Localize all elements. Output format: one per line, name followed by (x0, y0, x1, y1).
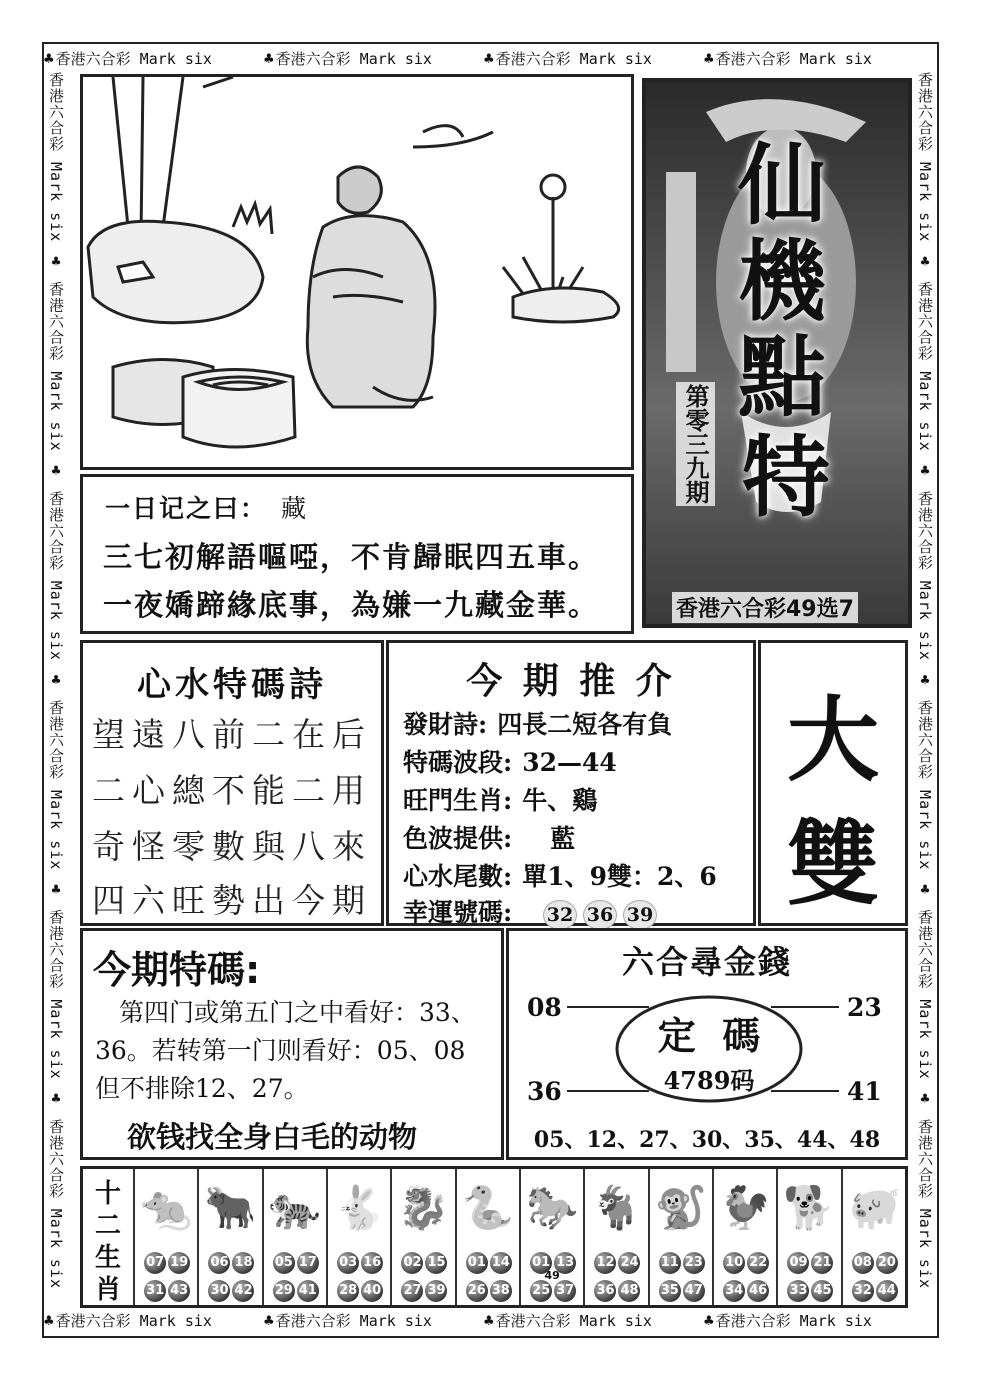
zodiac-number: 14 (490, 1252, 512, 1274)
border-tile: 香港六合彩 Mark six (47, 72, 65, 243)
recommend-title: 今 期 推 介 (466, 661, 676, 702)
goat-icon: 🐐 (590, 1183, 643, 1232)
lucky-label: 幸運號碼: (403, 898, 513, 927)
zodiac-number: 35 (659, 1280, 681, 1302)
zodiac-cell (135, 1169, 199, 1305)
zodiac-number: 37 (554, 1280, 576, 1302)
riddle-header-prefix: 一日记之曰 (105, 494, 241, 523)
zodiac-number: 06 (208, 1252, 230, 1274)
zodiac-number: 36 (594, 1280, 616, 1302)
lucky-number: 36 (583, 900, 617, 930)
scholar-illustration (83, 77, 631, 467)
poem-line: 奇怪零數與八來 (92, 827, 372, 866)
zodiac-number: 28 (337, 1280, 359, 1302)
zodiac-number: 02 (401, 1252, 423, 1274)
special-text: 36。若转第一门则看好：05、08 (95, 1036, 466, 1065)
zodiac-panel (80, 1166, 908, 1308)
zodiac-number-row (778, 1279, 842, 1302)
zodiac-number-row (650, 1279, 714, 1302)
zodiac-number: 22 (747, 1252, 769, 1274)
lucky-row (403, 893, 663, 930)
zodiac-number-row (585, 1251, 649, 1274)
zodiac-number: 01 (466, 1252, 488, 1274)
zodiac-number: 16 (361, 1252, 383, 1274)
gold-title: 六合尋金錢 (621, 943, 792, 981)
recommend-value: 藍 (550, 824, 576, 853)
zodiac-number: 13 (554, 1252, 576, 1274)
illustration-panel (80, 74, 634, 470)
zodiac-cell (585, 1169, 649, 1305)
zodiac-number: 32 (852, 1280, 874, 1302)
zodiac-number-row (585, 1279, 649, 1302)
border-tile: 香港六合彩 Mark six (47, 700, 65, 871)
zodiac-cells (135, 1169, 907, 1305)
zodiac-number: 47 (683, 1280, 705, 1302)
gold-number: 08 (527, 993, 562, 1022)
zodiac-number: 23 (683, 1252, 705, 1274)
gold-number: 41 (847, 1077, 882, 1106)
zodiac-number-row (714, 1279, 778, 1302)
zodiac-number: 05 (273, 1252, 295, 1274)
issue-number: 第零三九期 (676, 382, 715, 506)
zodiac-cell (650, 1169, 714, 1305)
zodiac-number: 03 (337, 1252, 359, 1274)
clover-icon: ♣ (704, 49, 714, 68)
zodiac-number: 27 (401, 1280, 423, 1302)
zodiac-number-row (843, 1279, 907, 1302)
lucky-number: 39 (623, 900, 657, 930)
zodiac-number: 48 (618, 1280, 640, 1302)
zodiac-cell (199, 1169, 263, 1305)
zodiac-number: 45 (811, 1280, 833, 1302)
rabbit-icon: 🐇 (333, 1183, 386, 1232)
riddle-line-2: 一夜嬌蹄緣底事，為嫌一九藏金華。 (103, 588, 600, 622)
special-hint: 欲钱找全身白毛的动物 (127, 1120, 418, 1154)
clover-icon: ♣ (264, 1311, 274, 1330)
border-tile: 香港六合彩 Mark six (916, 281, 934, 452)
border-tile: 香港六合彩 Mark six (47, 909, 65, 1080)
zodiac-number: 21 (811, 1252, 833, 1274)
zodiac-number: 25 (530, 1280, 552, 1302)
recommend-label: 心水尾數: (403, 862, 513, 891)
zodiac-number-row (135, 1279, 199, 1302)
banner-footer: 香港六合彩49选7 (672, 592, 858, 623)
tiger-icon: 🐅 (268, 1183, 321, 1232)
ox-icon: 🐂 (204, 1183, 257, 1232)
recommend-row (403, 743, 617, 779)
zodiac-cell (843, 1169, 907, 1305)
fixed-code-sub: 4789码 (663, 1066, 755, 1095)
recommend-value: 單1、9雙：2、6 (522, 862, 717, 891)
recommend-value: 32—44 (522, 748, 617, 777)
zodiac-number: 10 (723, 1252, 745, 1274)
poem-line: 二心總不能二用 (92, 771, 372, 810)
gold-panel (506, 928, 908, 1160)
zodiac-number: 41 (297, 1280, 319, 1302)
fixed-code-title: 定 碼 (657, 1014, 761, 1058)
border-tile: 香港六合彩 Mark six (47, 281, 65, 452)
zodiac-number: 29 (273, 1280, 295, 1302)
zodiac-number: 43 (168, 1280, 190, 1302)
zodiac-number: 15 (425, 1252, 447, 1274)
clover-icon: ♣ (704, 1311, 714, 1330)
recommend-row (403, 857, 717, 893)
big-small-panel (758, 640, 908, 926)
zodiac-number: 08 (852, 1252, 874, 1274)
border-tile: 香港六合彩 Mark six (47, 1118, 65, 1289)
zodiac-number-row (778, 1251, 842, 1274)
zodiac-number-row (199, 1251, 263, 1274)
double-char: 雙 (786, 811, 879, 918)
zodiac-number-row (457, 1251, 521, 1274)
border-tile: 香港六合彩 Mark six (47, 490, 65, 661)
zodiac-number: 38 (490, 1280, 512, 1302)
zodiac-number: 24 (618, 1252, 640, 1274)
border-tile: 香港六合彩 Mark six (55, 50, 212, 68)
zodiac-number-row (843, 1251, 907, 1274)
dragon-icon: 🐉 (397, 1183, 450, 1232)
zodiac-number-row (650, 1251, 714, 1274)
border-tile: 香港六合彩 Mark six (275, 50, 432, 68)
zodiac-number: 46 (747, 1280, 769, 1302)
zodiac-cell (521, 1169, 585, 1305)
poem-line: 四六旺勢出今期 (92, 881, 372, 920)
border-tile: 香港六合彩 Mark six (715, 1312, 872, 1330)
zodiac-number-row (199, 1279, 263, 1302)
border-tile: 香港六合彩 Mark six (916, 909, 934, 1080)
riddle-header: 一日记之曰： 藏 (105, 494, 309, 523)
recommend-row (403, 781, 597, 817)
border-tile: 香港六合彩 Mark six (916, 72, 934, 243)
gold-number: 36 (527, 1077, 562, 1106)
border-tile: 香港六合彩 Mark six (55, 1312, 212, 1330)
zodiac-extra-number: 49 (544, 1269, 560, 1282)
zodiac-number: 01 (530, 1252, 552, 1274)
special-title: 今期特碼: (93, 948, 261, 992)
zodiac-number: 44 (876, 1280, 898, 1302)
recommend-row (403, 819, 575, 855)
zodiac-number: 26 (466, 1280, 488, 1302)
clover-icon: ♣ (44, 1311, 54, 1330)
border-bottom (44, 1310, 937, 1332)
zodiac-number: 07 (144, 1252, 166, 1274)
border-tile: 香港六合彩 Mark six (715, 50, 872, 68)
zodiac-cell (264, 1169, 328, 1305)
recommend-value: 牛、鷄 (522, 786, 598, 815)
recommend-value: 四長二短各有負 (497, 710, 673, 739)
zodiac-number: 34 (723, 1280, 745, 1302)
rat-icon: 🐀 (140, 1183, 193, 1232)
dog-icon: 🐕 (783, 1183, 836, 1232)
gold-number: 23 (847, 993, 882, 1022)
border-left: 香港六合彩 Mark six ♣ 香港六合彩 Mark six ♣ 香港六合彩 Mark six ♣ 香港六合彩 Mark six ♣ 香港六合彩 Mark six ♣ 香港六合彩 Mark six (47, 72, 65, 1289)
rooster-icon: 🐓 (719, 1183, 772, 1232)
zodiac-number-row (714, 1251, 778, 1274)
zodiac-number: 39 (425, 1280, 447, 1302)
border-tile: 香港六合彩 Mark six (916, 700, 934, 871)
riddle-answer: 藏 (281, 494, 309, 523)
zodiac-number-row (392, 1279, 456, 1302)
clover-icon: ♣ (44, 49, 54, 68)
border-top (44, 48, 937, 70)
snake-icon: 🐍 (461, 1183, 514, 1232)
recommend-label: 特碼波段: (403, 748, 513, 777)
special-panel (80, 928, 504, 1160)
banner-title-char: 機 (738, 229, 827, 333)
zodiac-cell (714, 1169, 778, 1305)
border-tile: 香港六合彩 Mark six (495, 50, 652, 68)
recommend-panel (386, 640, 756, 926)
zodiac-number: 09 (787, 1252, 809, 1274)
zodiac-number: 19 (168, 1252, 190, 1274)
zodiac-label (83, 1169, 135, 1305)
zodiac-label-char: 十 (95, 1179, 122, 1209)
lucky-number: 32 (543, 900, 577, 930)
recommend-label: 旺門生肖: (403, 786, 513, 815)
recommend-row (403, 705, 672, 741)
banner-title-char: 點 (738, 325, 827, 429)
zodiac-number: 17 (297, 1252, 319, 1274)
zodiac-cell (778, 1169, 842, 1305)
zodiac-number-row (328, 1251, 392, 1274)
poem-panel (80, 640, 384, 926)
clover-icon: ♣ (264, 49, 274, 68)
banner-title-char: 特 (742, 425, 831, 529)
recommend-label: 色波提供: (403, 824, 513, 853)
zodiac-number-row (521, 1279, 585, 1302)
border-tile: 香港六合彩 Mark six (916, 1118, 934, 1289)
zodiac-number: 33 (787, 1280, 809, 1302)
zodiac-number-row (457, 1279, 521, 1302)
special-text: 第四门或第五门之中看好：33、 (119, 998, 476, 1027)
zodiac-label-char: 二 (95, 1211, 122, 1241)
zodiac-label-char: 肖 (95, 1275, 122, 1305)
poem-line: 望遠八前二在后 (92, 715, 372, 754)
zodiac-number: 12 (594, 1252, 616, 1274)
border-tile: 香港六合彩 Mark six (916, 490, 934, 661)
gold-numbers: 05、12、27、30、35、44、48 (533, 1127, 881, 1153)
zodiac-number-row (264, 1251, 328, 1274)
pig-icon: 🐖 (848, 1183, 901, 1232)
zodiac-number: 20 (876, 1252, 898, 1274)
zodiac-number-row (392, 1251, 456, 1274)
riddle-line-1: 三七初解語嘔啞，不肯歸眠四五車。 (103, 540, 600, 574)
zodiac-label-char: 生 (95, 1243, 122, 1273)
big-char: 大 (786, 687, 879, 794)
horse-icon: 🐎 (526, 1183, 579, 1232)
zodiac-number-row (328, 1279, 392, 1302)
poem-title: 心水特碼詩 (137, 665, 327, 705)
border-tile: 香港六合彩 Mark six (495, 1312, 652, 1330)
special-text: 但不排除12、27。 (95, 1074, 309, 1103)
zodiac-number: 30 (208, 1280, 230, 1302)
zodiac-cell (392, 1169, 456, 1305)
recommend-label: 發財詩: (403, 710, 488, 739)
zodiac-cell (457, 1169, 521, 1305)
zodiac-number: 11 (659, 1252, 681, 1274)
banner-panel (642, 78, 912, 628)
zodiac-number-row (264, 1279, 328, 1302)
riddle-panel (80, 474, 634, 634)
clover-icon: ♣ (484, 1311, 494, 1330)
border-right: 香港六合彩 Mark six ♣ 香港六合彩 Mark six ♣ 香港六合彩 Mark six ♣ 香港六合彩 Mark six ♣ 香港六合彩 Mark six ♣ 香港六合彩 Mark six (916, 72, 934, 1289)
zodiac-number: 40 (361, 1280, 383, 1302)
zodiac-number-row (135, 1251, 199, 1274)
banner-title-char: 仙 (738, 133, 827, 237)
zodiac-number: 18 (232, 1252, 254, 1274)
zodiac-cell (328, 1169, 392, 1305)
zodiac-number: 42 (232, 1280, 254, 1302)
clover-icon: ♣ (484, 49, 494, 68)
border-tile: 香港六合彩 Mark six (275, 1312, 432, 1330)
monkey-icon: 🐒 (654, 1183, 707, 1232)
zodiac-number: 31 (144, 1280, 166, 1302)
